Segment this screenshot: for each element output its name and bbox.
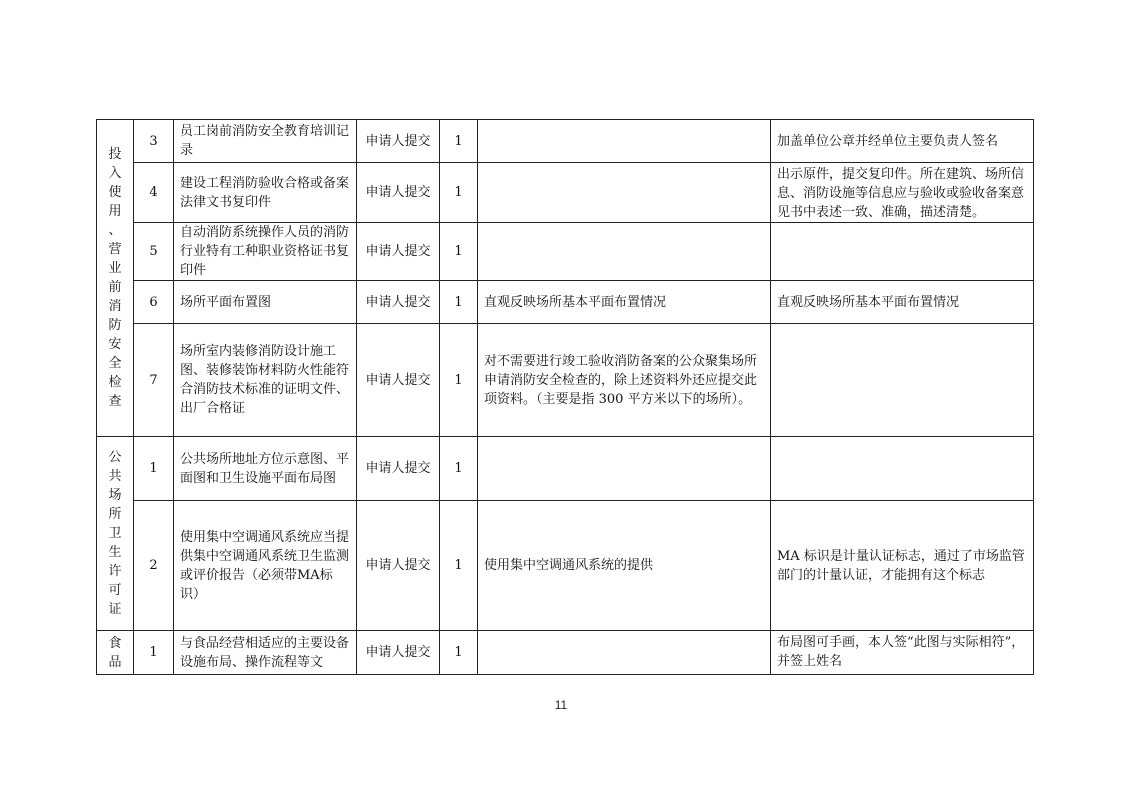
requirement-cell xyxy=(771,631,1034,675)
category-char: 所 xyxy=(108,507,122,522)
submitter: 申请人提交 xyxy=(365,244,431,259)
item-number: 7 xyxy=(149,372,158,388)
category-char: 投 xyxy=(108,147,122,162)
table-row xyxy=(97,281,1034,324)
remarks-cell xyxy=(478,631,771,675)
material-name: 公共场所地址方位示意图、平面图和卫生设施平面布局图 xyxy=(180,451,350,486)
copy-count: 1 xyxy=(454,645,463,660)
requirement-cell xyxy=(771,437,1034,501)
table-body xyxy=(97,120,1034,675)
requirement-cell xyxy=(771,501,1034,631)
category-cell xyxy=(97,437,134,631)
submitter: 申请人提交 xyxy=(365,133,431,149)
requirement: MA 标识是计量认证标志，通过了市场监管部门的计量认证，才能拥有这个标志 xyxy=(777,548,1025,583)
remarks-cell xyxy=(478,281,771,324)
copy-count-cell xyxy=(440,437,478,501)
item-number-cell xyxy=(134,223,174,281)
submitter: 申请人提交 xyxy=(365,294,431,310)
table-row xyxy=(97,437,1034,501)
copy-count-cell xyxy=(440,163,478,223)
item-number: 4 xyxy=(149,185,158,200)
remarks-cell xyxy=(478,437,771,501)
category-char: 公 xyxy=(108,450,122,465)
material-name-cell xyxy=(174,120,357,163)
submitter: 申请人提交 xyxy=(365,645,431,660)
category-cell xyxy=(97,120,134,437)
copy-count-cell xyxy=(440,324,478,437)
category-char: 生 xyxy=(108,545,122,560)
category-char: 证 xyxy=(108,602,122,617)
material-name: 与食品经营相适应的主要设备设施布局、操作流程等文 xyxy=(180,635,350,670)
copy-count: 1 xyxy=(454,244,463,259)
material-name-cell xyxy=(174,163,357,223)
category-char: 业 xyxy=(108,261,122,276)
submitter-cell xyxy=(357,223,440,281)
category-char: 用 xyxy=(108,204,122,219)
requirement: 布局图可手画，本人签“此图与实际相符”，并签上姓名 xyxy=(777,635,1025,669)
requirement-cell xyxy=(771,120,1034,163)
page-number: 11 xyxy=(554,698,568,712)
item-number-cell xyxy=(134,120,174,163)
category-char: 入 xyxy=(108,166,122,181)
copy-count-cell xyxy=(440,223,478,281)
material-name: 自动消防系统操作人员的消防行业特有工种职业资格证书复印件 xyxy=(180,225,350,278)
category-char: 检 xyxy=(108,375,122,390)
submitter: 申请人提交 xyxy=(365,372,431,388)
submitter-cell xyxy=(357,281,440,324)
submitter: 申请人提交 xyxy=(365,185,431,200)
copy-count: 1 xyxy=(454,133,463,149)
table-row xyxy=(97,163,1034,223)
category-char: 卫 xyxy=(108,526,122,541)
copy-count: 1 xyxy=(454,294,463,310)
material-name: 场所室内装修消防设计施工图、装修装饰材料防火性能符合消防技术标准的证明文件、出厂合格证 xyxy=(180,344,350,416)
materials-table xyxy=(96,119,1034,675)
category-char: 品 xyxy=(108,654,122,670)
category-char: 许 xyxy=(108,564,122,579)
material-name: 员工岗前消防安全教育培训记录 xyxy=(180,124,350,158)
remarks-cell xyxy=(478,223,771,281)
item-number-cell xyxy=(134,281,174,324)
category-char: 消 xyxy=(108,299,122,314)
submitter-cell xyxy=(357,437,440,501)
item-number: 2 xyxy=(149,558,158,573)
requirement-cell xyxy=(771,324,1034,437)
copy-count: 1 xyxy=(454,185,463,200)
remarks: 使用集中空调通风系统的提供 xyxy=(484,558,654,573)
category-char: 、 xyxy=(108,223,122,238)
material-name-cell xyxy=(174,281,357,324)
item-number: 1 xyxy=(149,461,158,476)
table-row xyxy=(97,324,1034,437)
requirement: 加盖单位公章并经单位主要负责人签名 xyxy=(777,133,999,149)
table-row xyxy=(97,501,1034,631)
submitter: 申请人提交 xyxy=(365,461,431,476)
category-char: 场 xyxy=(108,488,122,503)
remarks-cell xyxy=(478,163,771,223)
material-name-cell xyxy=(174,501,357,631)
category-char: 共 xyxy=(108,469,122,484)
requirement: 出示原件，提交复印件。所在建筑、场所信息、消防设施等信息应与验收或验收备案意见书中表述一致、准确，描述清楚。 xyxy=(777,167,1025,220)
copy-count: 1 xyxy=(454,461,463,476)
submitter-cell xyxy=(357,631,440,675)
copy-count-cell xyxy=(440,281,478,324)
item-number: 1 xyxy=(149,645,158,660)
requirement: 直观反映场所基本平面布置情况 xyxy=(777,294,960,310)
category-char: 安 xyxy=(108,337,122,352)
category-char: 营 xyxy=(108,242,122,257)
item-number-cell xyxy=(134,501,174,631)
submitter: 申请人提交 xyxy=(365,558,431,573)
copy-count: 1 xyxy=(454,372,463,388)
table-row xyxy=(97,631,1034,675)
category-char: 前 xyxy=(108,280,122,295)
category-cell xyxy=(97,631,134,675)
item-number-cell xyxy=(134,324,174,437)
submitter-cell xyxy=(357,324,440,437)
category-char: 防 xyxy=(108,318,122,333)
item-number-cell xyxy=(134,437,174,501)
category-char: 食 xyxy=(108,635,122,651)
requirement-cell xyxy=(771,163,1034,223)
category-char: 全 xyxy=(108,356,122,371)
material-name: 使用集中空调通风系统应当提供集中空调通风系统卫生监测或评价报告（必须带MA标识） xyxy=(180,529,350,602)
remarks: 直观反映场所基本平面布置情况 xyxy=(484,294,667,310)
copy-count-cell xyxy=(440,501,478,631)
material-name-cell xyxy=(174,631,357,675)
submitter-cell xyxy=(357,120,440,163)
category-char: 使 xyxy=(108,185,122,200)
remarks-cell xyxy=(478,120,771,163)
item-number: 6 xyxy=(149,294,158,310)
material-name-cell xyxy=(174,223,357,281)
category-char: 查 xyxy=(108,394,122,409)
requirement-cell xyxy=(771,281,1034,324)
item-number: 5 xyxy=(149,244,158,259)
material-name: 建设工程消防验收合格或备案法律文书复印件 xyxy=(180,175,350,210)
item-number: 3 xyxy=(149,133,158,149)
copy-count: 1 xyxy=(454,558,463,573)
copy-count-cell xyxy=(440,120,478,163)
material-name-cell xyxy=(174,324,357,437)
requirement-cell xyxy=(771,223,1034,281)
remarks-cell xyxy=(478,501,771,631)
table-row xyxy=(97,223,1034,281)
material-name: 场所平面布置图 xyxy=(180,294,272,310)
submitter-cell xyxy=(357,501,440,631)
table-row xyxy=(97,120,1034,163)
remarks-cell xyxy=(478,324,771,437)
submitter-cell xyxy=(357,163,440,223)
item-number-cell xyxy=(134,631,174,675)
remarks: 对不需要进行竣工验收消防备案的公众聚集场所申请消防安全检查的，除上述资料外还应提交此项资料。（主要是指 300 平方米以下的场所）。 xyxy=(484,353,758,407)
material-name-cell xyxy=(174,437,357,501)
item-number-cell xyxy=(134,163,174,223)
category-char: 可 xyxy=(108,583,122,598)
copy-count-cell xyxy=(440,631,478,675)
